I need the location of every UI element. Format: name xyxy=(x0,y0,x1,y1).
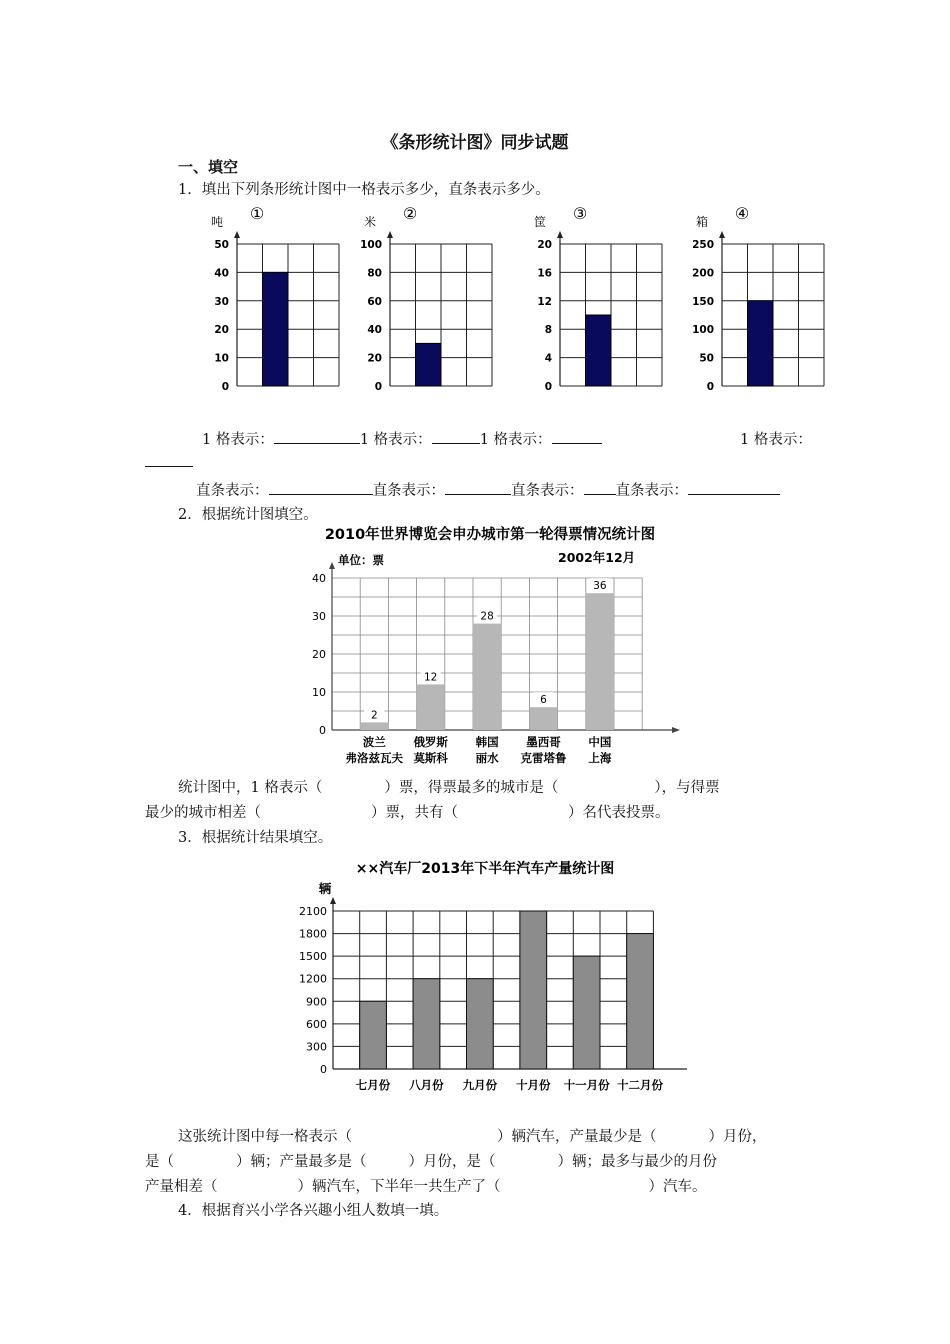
small-chart-4 xyxy=(692,204,824,393)
answer-blank-bar-1[interactable] xyxy=(269,480,373,495)
category-label-line1: 墨西哥 xyxy=(526,735,561,749)
data-label: 28 xyxy=(480,610,494,623)
q2-line-1 xyxy=(178,776,720,797)
y-tick-label: 8 xyxy=(544,324,552,337)
unit-label: 辆 xyxy=(318,881,332,896)
y-tick-label: 12 xyxy=(537,295,552,308)
y-tick-label: 2100 xyxy=(299,905,327,918)
unit-label: 米 xyxy=(363,215,377,229)
chart-title: 2010年世界博览会申办城市第一轮得票情况统计图 xyxy=(324,527,656,543)
y-tick-label: 30 xyxy=(312,610,326,623)
y-tick-label: 50 xyxy=(214,239,229,251)
category-label: 十一月份 xyxy=(563,1078,610,1092)
y-tick-label: 0 xyxy=(319,724,326,737)
q2-text-a: 统计图中，1 格表示（ xyxy=(178,780,323,796)
y-tick-label: 900 xyxy=(306,995,327,1009)
category-label-line2: 莫斯科 xyxy=(413,751,448,765)
q1-cell-row xyxy=(202,428,602,449)
q3-text-a: 这张统计图中每一格表示（ xyxy=(178,1129,352,1145)
q3-text-i: ）辆汽车，下半年一共生产了（ xyxy=(297,1179,501,1195)
q3-text-c: ）月份， xyxy=(708,1129,767,1145)
bar xyxy=(413,979,440,1069)
q3-line-2 xyxy=(145,1150,717,1171)
q2-text-d: 最少的城市相差（ xyxy=(145,805,261,821)
page-title: 《条形统计图》同步试题 xyxy=(381,133,569,153)
y-tick-label: 100 xyxy=(360,239,382,251)
y-tick-label: 150 xyxy=(692,295,714,308)
y-tick-label: 0 xyxy=(706,381,714,393)
answer-blank-cell-2[interactable] xyxy=(432,429,480,444)
y-tick-label: 300 xyxy=(306,1040,327,1054)
y-tick-label: 40 xyxy=(214,267,229,280)
y-tick-label: 10 xyxy=(214,352,229,365)
chart-title: ××汽车厂2013年下半年汽车产量统计图 xyxy=(355,861,615,877)
y-tick-label: 30 xyxy=(214,295,229,308)
chart-number-marker: ④ xyxy=(734,204,750,223)
category-label-line1: 中国 xyxy=(588,735,612,749)
q3-text-h: 产量相差（ xyxy=(145,1179,218,1195)
category-label: 九月份 xyxy=(462,1078,498,1092)
bar xyxy=(586,315,612,386)
cell-label-3: 1 格表示： xyxy=(479,432,552,448)
small-chart-2 xyxy=(360,204,492,393)
y-tick-label: 40 xyxy=(312,572,326,585)
chart-number-marker: ② xyxy=(402,204,418,223)
q3-text-b: ）辆汽车，产量最少是（ xyxy=(497,1129,657,1145)
q3-line-1 xyxy=(178,1125,767,1146)
bar xyxy=(467,979,494,1069)
y-tick-label: 20 xyxy=(312,648,326,661)
cell-label-1: 1 格表示： xyxy=(202,432,274,448)
y-tick-label: 1800 xyxy=(299,927,327,941)
bar xyxy=(360,1001,387,1069)
y-tick-label: 0 xyxy=(544,381,552,393)
y-tick-label: 100 xyxy=(692,324,714,337)
bar xyxy=(360,722,388,730)
y-axis-arrow xyxy=(330,897,336,904)
y-tick-label: 10 xyxy=(312,686,326,699)
y-tick-label: 80 xyxy=(367,267,382,280)
category-label: 八月份 xyxy=(409,1078,444,1092)
category-label-line1: 俄罗斯 xyxy=(413,735,448,749)
q3-text-e: ）辆；产量最多是（ xyxy=(236,1154,367,1170)
q2-text-e: ）票，共有（ xyxy=(371,805,458,821)
bar-label-4: 直条表示： xyxy=(615,483,688,499)
q3-text-f: ）月份，是（ xyxy=(408,1154,496,1170)
y-tick-label: 0 xyxy=(320,1063,327,1076)
y-tick-label: 4 xyxy=(544,352,552,365)
category-label-line2: 克雷塔鲁 xyxy=(520,751,567,765)
car-production-chart xyxy=(285,853,695,1098)
question-4-text: 4．根据育兴小学各兴趣小组人数填一填。 xyxy=(178,1203,449,1219)
q3-text-j: ）汽车。 xyxy=(648,1179,707,1195)
question-2-text: 2．根据统计图填空。 xyxy=(178,507,318,523)
category-label-line2: 弗洛兹瓦夫 xyxy=(345,751,404,765)
chart-number-marker: ③ xyxy=(572,204,588,223)
y-tick-label: 60 xyxy=(367,295,382,308)
bar xyxy=(627,934,654,1069)
y-tick-label: 200 xyxy=(692,267,714,280)
y-tick-label: 0 xyxy=(374,381,382,393)
data-label: 2 xyxy=(370,709,378,722)
y-axis-arrow xyxy=(329,562,335,569)
y-axis-arrow xyxy=(719,231,725,238)
category-label: 七月份 xyxy=(355,1078,391,1092)
x-axis-arrow xyxy=(672,727,680,733)
small-chart-3 xyxy=(534,204,662,393)
chart-date: 2002年12月 xyxy=(558,550,636,565)
unit-label: 吨 xyxy=(210,215,224,229)
q3-text-g: ）辆；最多与最少的月份 xyxy=(557,1154,717,1170)
chart-number-marker: ① xyxy=(249,204,265,223)
y-tick-label: 16 xyxy=(537,267,552,280)
small-bar-charts xyxy=(0,198,950,403)
answer-blank-cell-4[interactable] xyxy=(145,452,193,467)
data-label: 36 xyxy=(593,580,607,593)
bar xyxy=(473,624,501,730)
bar xyxy=(417,684,445,730)
bar-label-1: 直条表示： xyxy=(196,483,269,499)
y-axis-arrow xyxy=(234,231,240,238)
answer-blank-bar-2[interactable] xyxy=(445,480,511,495)
y-tick-label: 600 xyxy=(306,1017,327,1031)
y-axis-arrow xyxy=(557,231,563,238)
category-label: 十二月份 xyxy=(617,1078,664,1092)
unit-label: 单位：票 xyxy=(338,553,384,567)
y-tick-label: 50 xyxy=(699,352,714,365)
category-label-line2: 丽水 xyxy=(475,751,499,765)
q1-bar-row xyxy=(196,479,780,500)
category-label: 十月份 xyxy=(516,1078,551,1092)
y-tick-label: 20 xyxy=(214,324,229,337)
y-tick-label: 250 xyxy=(692,239,714,251)
answer-blank-cell-1[interactable] xyxy=(274,429,360,444)
bar-label-3: 直条表示： xyxy=(511,483,584,499)
expo-vote-chart xyxy=(280,520,700,770)
question-3-text: 3．根据统计结果填空。 xyxy=(178,830,333,846)
section-heading: 一、填空 xyxy=(178,158,239,176)
data-label: 12 xyxy=(424,671,438,684)
q2-text-b: ）票，得票最多的城市是（ xyxy=(384,780,559,796)
bar xyxy=(586,593,614,730)
bar xyxy=(520,911,547,1069)
question-1-text: 1．填出下列条形统计图中一格表示多少，直条表示多少。 xyxy=(178,182,550,198)
y-tick-label: 40 xyxy=(367,324,382,337)
small-chart-1 xyxy=(211,204,339,393)
bar xyxy=(263,272,289,386)
data-label: 6 xyxy=(540,694,547,707)
category-label-line1: 波兰 xyxy=(362,735,386,749)
cell-label-4: 1 格表示： xyxy=(740,432,812,448)
category-label-line1: 韩国 xyxy=(475,735,499,749)
y-tick-label: 20 xyxy=(367,352,382,365)
y-axis-arrow xyxy=(387,231,393,238)
category-label-line2: 上海 xyxy=(588,751,612,765)
cell-label-2: 1 格表示： xyxy=(359,432,432,448)
answer-blank-bar-3[interactable] xyxy=(584,480,616,495)
answer-blank-bar-4[interactable] xyxy=(688,480,780,495)
bar xyxy=(748,301,774,386)
q3-line-3 xyxy=(145,1175,707,1196)
q2-text-f: ）名代表投票。 xyxy=(568,805,670,821)
unit-label: 箱 xyxy=(695,215,709,229)
q2-line-2 xyxy=(145,801,670,822)
y-tick-label: 1500 xyxy=(299,950,327,964)
bar xyxy=(573,956,600,1069)
y-tick-label: 1200 xyxy=(299,972,327,986)
y-tick-label: 0 xyxy=(221,381,229,393)
bar-label-2: 直条表示： xyxy=(372,483,445,499)
answer-blank-cell-3[interactable] xyxy=(552,429,602,444)
unit-label: 筐 xyxy=(533,215,547,229)
q3-text-d: 是（ xyxy=(145,1154,174,1170)
bar xyxy=(529,707,557,730)
y-tick-label: 20 xyxy=(537,239,552,251)
q2-text-c: ），与得票 xyxy=(654,780,720,796)
bar xyxy=(416,343,442,386)
